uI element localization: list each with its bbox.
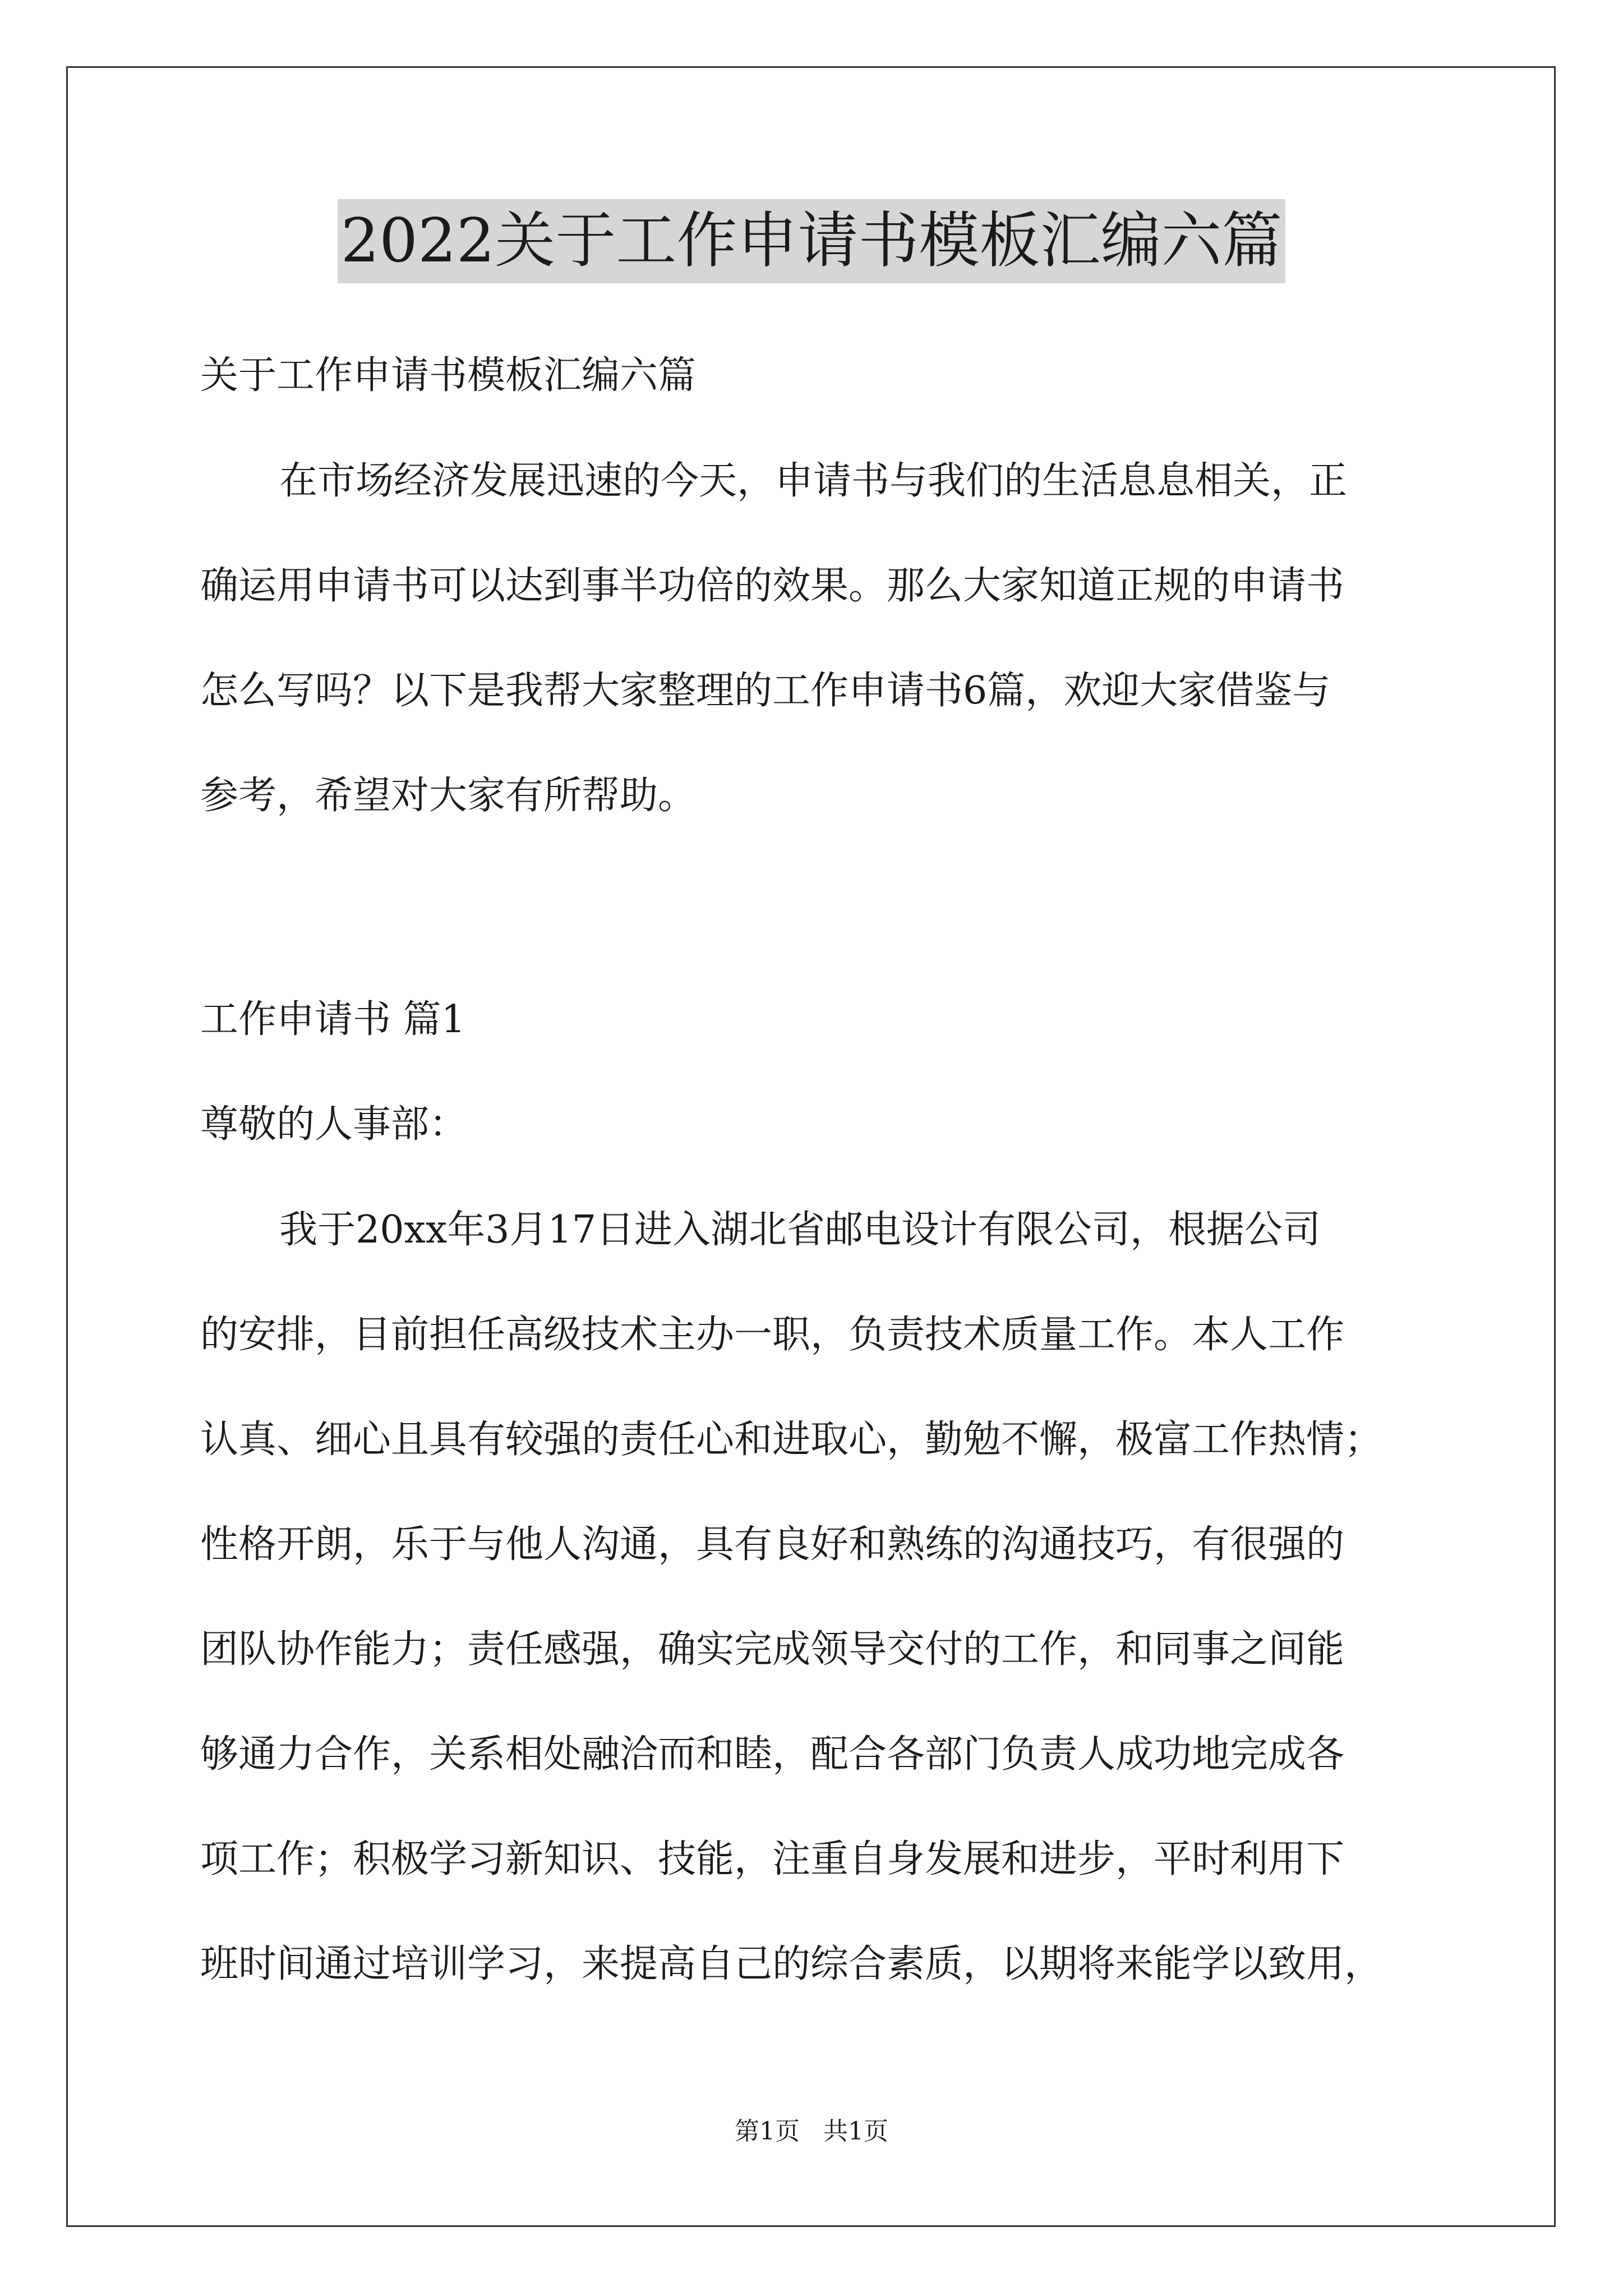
document-title: 2022关于工作申请书模板汇编六篇 <box>338 199 1286 283</box>
body-line-1: 我于20xx年3月17日进入湖北省邮电设计有限公司，根据公司 <box>279 1208 1321 1252</box>
body-line-2: 的安排，目前担任高级技术主办一职，负责技术质量工作。本人工作 <box>200 1313 1345 1357</box>
body-line-6: 够通力合作，关系相处融洽而和睦，配合各部门负责人成功地完成各 <box>200 1732 1345 1777</box>
page-number-footer: 第1页 共1页 <box>735 2117 888 2146</box>
salutation: 尊敬的人事部： <box>200 1102 468 1147</box>
body-line-3: 认真、细心且具有较强的责任心和进取心，勤勉不懈，极富工作热情； <box>200 1418 1383 1462</box>
intro-line-1: 在市场经济发展迅速的今天，申请书与我们的生活息息相关，正 <box>279 459 1348 503</box>
intro-line-3: 怎么写吗？以下是我帮大家整理的工作申请书6篇，欢迎大家借鉴与 <box>200 669 1331 713</box>
intro-line-4: 参考，希望对大家有所帮助。 <box>200 774 697 818</box>
body-line-4: 性格开朗，乐于与他人沟通，具有良好和熟练的沟通技巧，有很强的 <box>200 1522 1345 1567</box>
body-line-7: 项工作；积极学习新知识、技能，注重自身发展和进步，平时利用下 <box>200 1837 1345 1881</box>
body-line-8: 班时间通过培训学习，来提高自己的综合素质，以期将来能学以致用， <box>200 1942 1383 1986</box>
body-line-5: 团队协作能力；责任感强，确实完成领导交付的工作，和同事之间能 <box>200 1627 1345 1672</box>
section-heading: 工作申请书 篇1 <box>200 997 465 1042</box>
title-container <box>0 199 1623 283</box>
document-subtitle: 关于工作申请书模板汇编六篇 <box>200 353 697 398</box>
intro-line-2: 确运用申请书可以达到事半功倍的效果。那么大家知道正规的申请书 <box>200 564 1345 608</box>
